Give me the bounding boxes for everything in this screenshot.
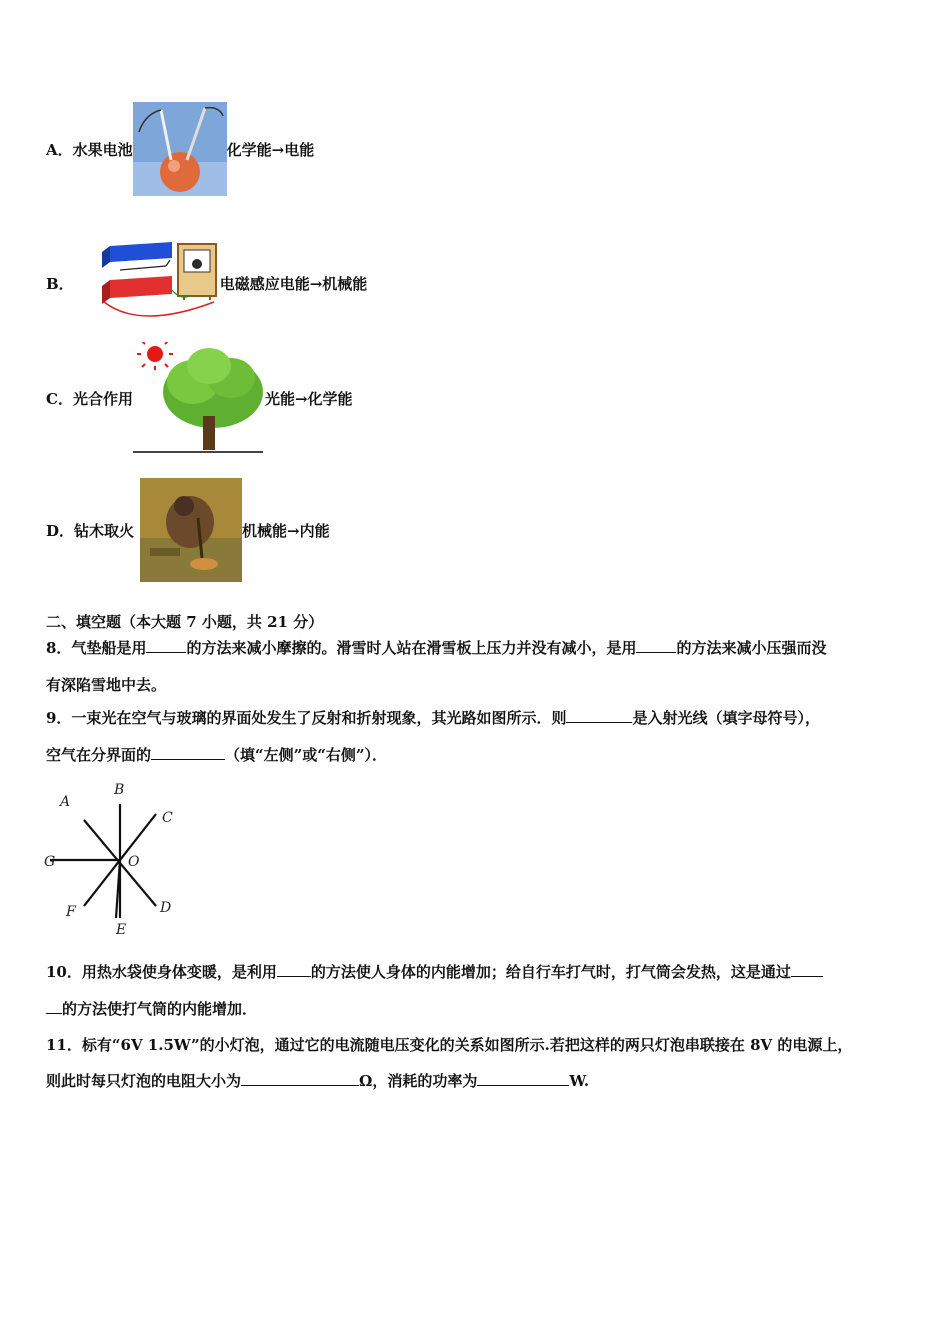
label-d: D: [160, 900, 172, 916]
option-a-label: A．水果电池: [46, 140, 133, 159]
q8-text-2: 的方法来减小摩擦的。滑雪时人站在滑雪板上压力并没有减小，是用: [186, 639, 637, 657]
q10-text-3: 的方法使打气筒的内能增加．: [62, 1000, 258, 1018]
option-a: [46, 102, 314, 196]
q9-text-2: 是入射光线（填字母符号），: [632, 709, 820, 727]
option-c-result: 光能→化学能: [264, 389, 353, 408]
electromagnetic-induction-image: [80, 240, 220, 326]
q11-blank-2[interactable]: [477, 1071, 569, 1086]
q10-text-2: 的方法使人身体的内能增加；给自行车打气时，打气筒会发热，这是通过: [310, 963, 791, 981]
q9-blank-2[interactable]: [151, 745, 225, 760]
label-a: A: [60, 794, 71, 810]
q8-blank-2[interactable]: [636, 638, 676, 653]
label-o: O: [128, 854, 140, 870]
label-e: E: [116, 922, 127, 938]
light-path-diagram: [40, 780, 190, 940]
q10-line-2: [46, 999, 257, 1019]
q8-text-1: 8．气垫船是用: [46, 639, 147, 657]
q10-blank-1[interactable]: [277, 962, 311, 977]
q11-text-4: W.: [569, 1072, 590, 1090]
q10-text-1: 10．用热水袋使身体变暖，是利用: [46, 963, 277, 981]
drilling-wood-fire-image: [140, 478, 242, 582]
q10-blank-2b[interactable]: [46, 999, 62, 1014]
option-d-result: 机械能→内能: [242, 521, 330, 540]
fruit-battery-image: [133, 102, 227, 196]
q11-blank-1[interactable]: [241, 1071, 359, 1086]
q8-line-2: 有深陷雪地中去。: [46, 676, 167, 694]
q8-text-3: 的方法来减小压强而没: [676, 639, 827, 657]
option-b: [46, 240, 367, 326]
option-d: [46, 478, 330, 582]
q9-text-3: 空气在分界面的: [46, 746, 152, 764]
question-11: 11．标有“6V 1.5W”的小灯泡，通过它的电流随电压变化的关系如图所示.若把这样的两只灯泡串联接在 8V 的电源上，: [46, 1036, 853, 1054]
label-g: G: [44, 854, 56, 870]
q11-text-3: Ω，消耗的功率为: [359, 1072, 478, 1090]
label-c: C: [162, 810, 173, 826]
photosynthesis-tree-image: [133, 342, 265, 454]
option-c-label: C．光合作用: [46, 389, 133, 408]
option-d-label: D．钻木取火: [46, 521, 135, 540]
q9-line-2: [46, 745, 387, 765]
option-c: [46, 342, 353, 454]
label-f: F: [66, 904, 76, 920]
q8-blank-1[interactable]: [146, 638, 186, 653]
q9-text-4: （填“左侧”或“右侧”）．: [225, 746, 388, 764]
question-8: [46, 638, 826, 658]
section-title: 二、填空题（本大题 7 小题，共 21 分）: [46, 613, 324, 631]
q10-blank-2a[interactable]: [791, 962, 823, 977]
q9-blank-1[interactable]: [566, 708, 632, 723]
question-9: [46, 708, 820, 728]
q9-text-1: 9．一束光在空气与玻璃的界面处发生了反射和折射现象，其光路如图所示．则: [46, 709, 567, 727]
option-a-result: 化学能→电能: [226, 140, 315, 159]
option-b-label: B．: [46, 274, 74, 293]
question-10: [46, 962, 823, 982]
label-b: B: [114, 782, 125, 798]
q11-line-2: [46, 1071, 589, 1091]
option-b-result: 电磁感应电能→机械能: [219, 274, 368, 293]
q11-text-2: 则此时每只灯泡的电阻大小为: [46, 1072, 242, 1090]
